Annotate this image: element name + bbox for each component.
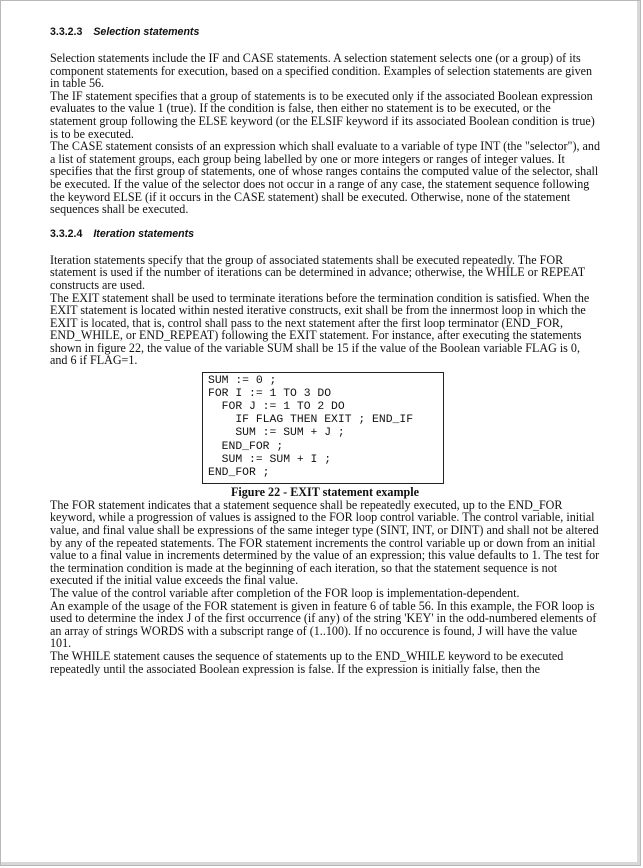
page-content xyxy=(50,25,600,675)
code-line: SUM := SUM + I ; xyxy=(208,453,332,466)
paragraph: Iteration statements specify that the group of associated statements shall be executed repeatedly. The FOR statement is used if the number of iterations can be determined in advance; otherwise, the WHILE or REPEAT constructs are used. xyxy=(50,252,585,292)
code-line: FOR I := 1 TO 3 DO xyxy=(208,388,332,401)
code-line: FOR J := 1 TO 2 DO xyxy=(208,401,345,414)
section-number: 3.3.2.3 xyxy=(50,26,83,38)
paragraph: Selection statements include the IF and CASE statements. A selection statement selects one (or a group) of its component statements for execution, based on a specified condition. Examples of selection statements are given in table 56. xyxy=(50,51,593,91)
code-line: END_FOR ; xyxy=(208,466,270,479)
paragraph: The IF statement specifies that a group of statements is to be executed only if the associated Boolean expression evaluates to the value 1 (true). If the condition is false, then either no statement is to be executed, or the statement group following the ELSE keyword (or the ELSIF keyword if its associated Boolean condition is true) is to be executed. xyxy=(50,88,595,141)
paragraph: The FOR statement indicates that a statement sequence shall be repeatedly executed, up to the END_FOR keyword, while a progression of values is assigned to the FOR loop control variable. The control variable, initial value, and final value shall be expressions of the same integer type (SINT, INT, or DINT) and shall not be altered by any of the repeated statements. The FOR statement increments the control variable up or down from an initial value to a final value in increments determined by the value of an expression; this value defaults to 1. The test for the termination condition is made at the beginning of each iteration, so that the statement sequence is not executed if the initial value exceeds the final value. xyxy=(50,497,600,588)
code-line: SUM := SUM + J ; xyxy=(208,427,345,440)
paragraph: The WHILE statement causes the sequence of statements up to the END_WHILE keyword to be executed repeatedly until the associated Boolean expression is false. If the expression is initially false, then the xyxy=(50,648,564,676)
figure-caption: Figure 22 - EXIT statement example xyxy=(231,484,419,499)
section-number: 3.3.2.4 xyxy=(50,227,83,240)
code-line: SUM := 0 ; xyxy=(208,375,277,388)
paragraph: The EXIT statement shall be used to terminate iterations before the termination condition is satisfied. When the EXIT statement is located within nested iterative constructs, exit shall be from the innermost loop in which the EXIT is located, that is, control shall pass to the next statement after the first loop terminator (END_FOR, END_WHILE, or END_REPEAT) following the EXIT statement. For instance, after executing the statements shown in figure 22, the value of the variable SUM shall be 15 if the value of the Boolean variable FLAG is 0, and 6 if FLAG=1. xyxy=(50,290,590,368)
code-line: END_FOR ; xyxy=(208,440,284,453)
paragraph: The CASE statement consists of an expression which shall evaluate to a variable of type INT (the "selector"), and a list of statement groups, each group being labelled by one or more integers or ranges of integer values. It specifies that the first group of statements, one of whose ranges contains the computed value of the selector, shall be executed. If the value of the selector does not occur in a range of any case, the statement sequence following the keyword ELSE (if it occurs in the CASE statement) shall be executed. Otherwise, none of the statement sequences shall be executed. xyxy=(50,139,601,217)
section-title: Selection statements xyxy=(93,26,200,38)
section-heading-iteration xyxy=(50,227,600,241)
paragraph: The value of the control variable after completion of the FOR loop is implementation-dependent. xyxy=(50,585,520,600)
section-title: Iteration statements xyxy=(93,227,195,240)
code-example-box xyxy=(202,372,444,484)
paragraph: An example of the usage of the FOR statement is given in feature 6 of table 56. In this example, the FOR loop is used to determine the index J of the first occurrence (if any) of the string 'KEY' in the odd-numbered elements of an array of strings WORDS with a subscript range of (1..100). If no occurence is found, J will have the value 101. xyxy=(50,598,597,651)
code-line: IF FLAG THEN EXIT ; END_IF xyxy=(208,414,414,427)
section-heading-selection xyxy=(50,25,600,39)
